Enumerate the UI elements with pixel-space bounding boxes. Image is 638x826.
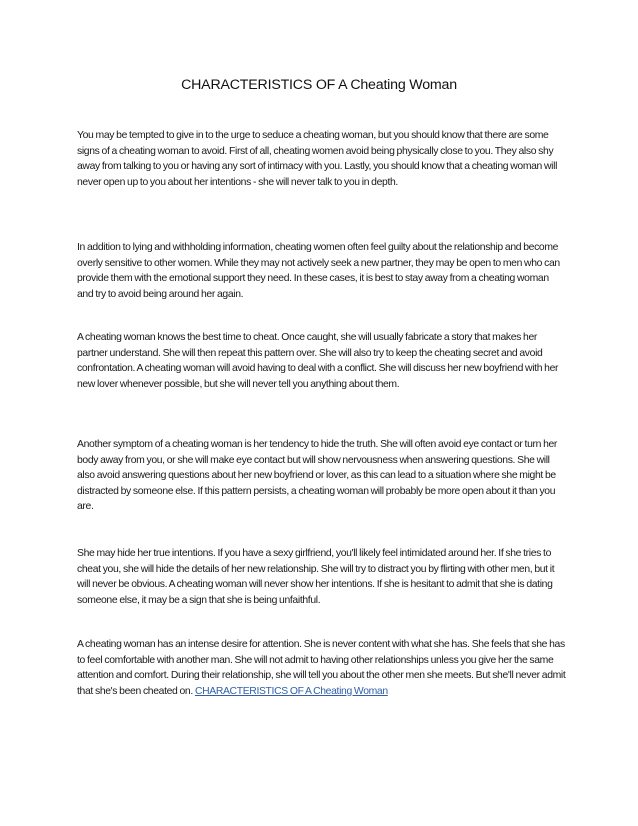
- paragraph-2: In addition to lying and withholding information, cheating women often feel guilty about the relationship and become overly sensitive to other women. While they may not actively seek a new partner, they may be open to men who can provide them with the emotional support they need. In these cases, it is best to stay away from a cheating woman and try to avoid being around her again.: [77, 242, 560, 300]
- paragraph-3: A cheating woman knows the best time to cheat. Once caught, she will usually fabricate a story that makes her partner understand. She will then repeat this pattern over. She will also try to keep the cheating secret and avoid confrontation. A cheating woman will avoid having to deal with a conflict. She will discuss her new boyfriend with her new lover whenever possible, but she will never tell you anything about them.: [77, 332, 559, 390]
- paragraph-6: [77, 637, 567, 699]
- paragraph-1: You may be tempted to give in to the urge to seduce a cheating woman, but you should know that there are some signs of a cheating woman to avoid. First of all, cheating women avoid being physically close to you. They also shy away from talking to you or having any sort of intimacy with you. Lastly, you should know that a cheating woman will never open up to you about her intentions - she will never talk to you in depth.: [77, 130, 558, 188]
- document-title: CHARACTERISTICS OF A Cheating Woman: [181, 77, 457, 93]
- paragraph-5: She may hide her true intentions. If you have a sexy girlfriend, you'll likely feel intimidated around her. If she tries to cheat you, she will hide the details of her new relationship. She will try to distract you by flirting with other men, but it will never be obvious. A cheating woman will never show her intentions. If she is hesitant to admit that she is dating someone else, it may be a sign that she is being unfaithful.: [77, 548, 555, 606]
- title-link[interactable]: CHARACTERISTICS OF A Cheating Woman: [194, 685, 388, 697]
- paragraph-6-text: A cheating woman has an intense desire for attention. She is never content with what she has. She feels that she has to feel comfortable with another man. She will not admit to having other relationships unless you give her the same attention and comfort. During their relationship, she will tell you about the other men she meets. But she'll never admit that she's been cheated on.: [77, 639, 566, 697]
- paragraph-4: Another symptom of a cheating woman is her tendency to hide the truth. She will often avoid eye contact or turn her body away from you, or she will make eye contact but will show nervousness when answering questions. She will also avoid answering questions about her new boyfriend or lover, as this can lead to a situation where she might be distracted by someone else. If this pattern persists, a cheating woman will probably be more open about it than you are.: [77, 439, 558, 513]
